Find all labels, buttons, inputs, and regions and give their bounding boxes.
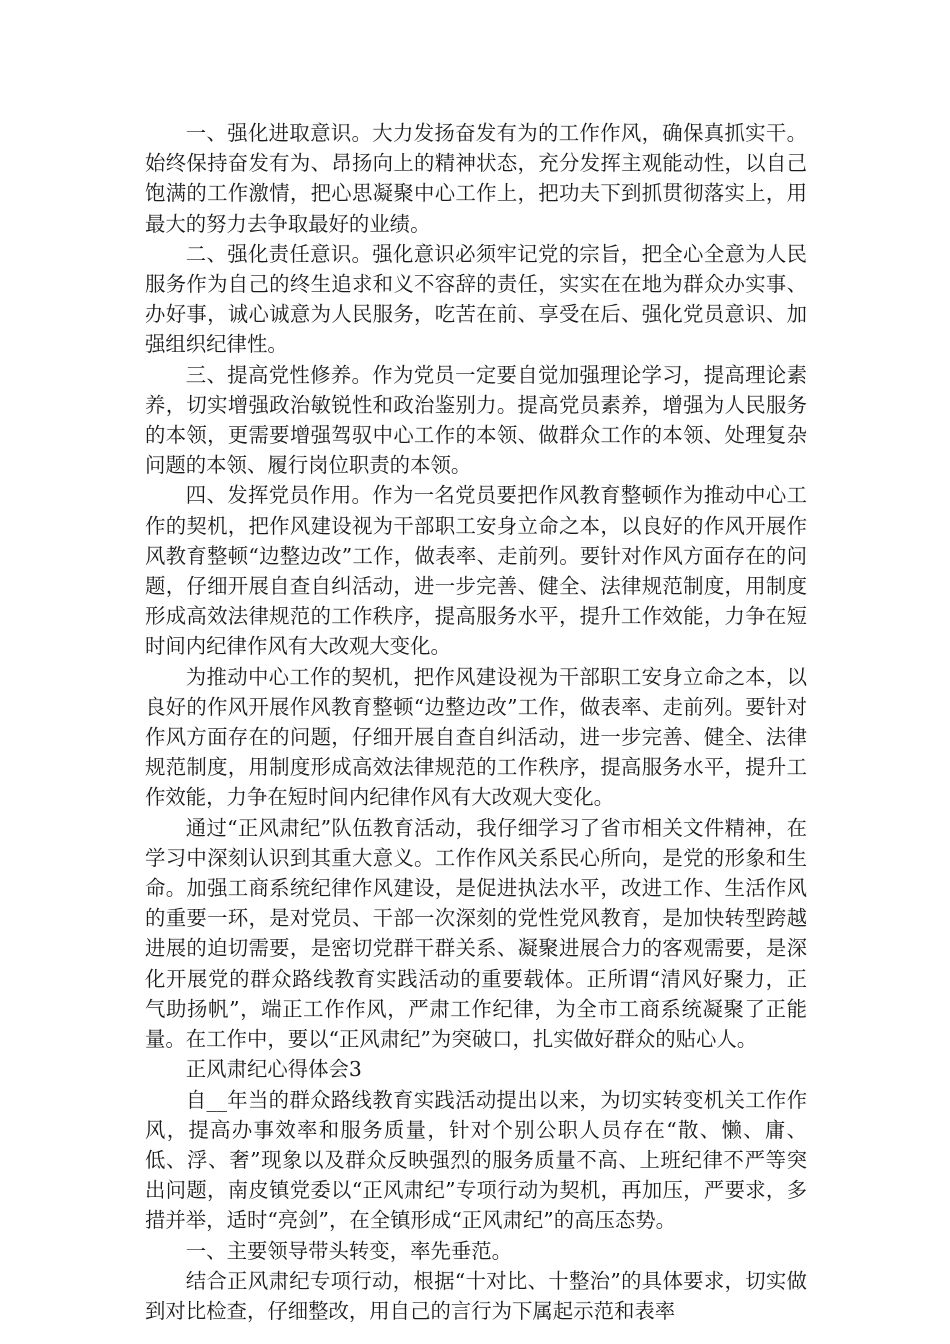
paragraph-strengthen-responsibility: 二、强化责任意识。强化意识必须牢记党的宗旨，把全心全意为人民服务作为自己的终生追求和义不容辞的责任，实实在在地为群众办实事、办好事，诚心诚意为人民服务，吃苦在前、享受在后、强化党员意识、加强组织纪律性。 [145,241,807,357]
document-body [145,118,807,1326]
paragraph-central-work: 为推动中心工作的契机，把作风建设视为干部职工安身立命之本，以良好的作风开展作风教育整顿“边整边改”工作，做表率、走前列。要针对作风方面存在的问题，仔细开展自查自纠活动，进一步完善、健全、法律规范制度，用制度形成高效法律规范的工作秩序，提高服务水平，提升工作效能，力争在短时间内纪律作风有大改观大变化。 [145,664,807,810]
paragraph-member-role: 四、发挥党员作用。作为一名党员要把作风教育整顿作为推动中心工作的契机，把作风建设视为干部职工安身立命之本，以良好的作风开展作风教育整顿“边整边改”工作，做表率、走前列。要针对作风方面存在的问题，仔细开展自查自纠活动，进一步完善、健全、法律规范制度，用制度形成高效法律规范的工作秩序，提高服务水平，提升工作效能，力争在短时间内纪律作风有大改观大变化。 [145,483,807,659]
section-heading: 正风肃纪心得体会3 [185,1057,362,1082]
paragraph-leaders-example: 一、主要领导带头转变，率先垂范。 [185,1238,513,1263]
paragraph-mass-line: 自__年当的群众路线教育实践活动提出以来，为切实转变机关工作作风，提高办事效率和服务质量，针对个别公职人员存在“散、懒、庸、低、浮、奢”现象以及群众反映强烈的服务质量不高、上班纪律不严等突出问题，南皮镇党委以“正风肃纪”专项行动为契机，再加压，严要求，多措并举，适时“亮剑”，在全镇形成“正风肃纪”的高压态势。 [145,1087,807,1233]
paragraph-strengthen-progress: 一、强化进取意识。大力发扬奋发有为的工作作风，确保真抓实干。始终保持奋发有为、昂扬向上的精神状态，充分发挥主观能动性，以自己饱满的工作激情，把心思凝聚中心工作上，把功夫下到抓贯彻落实上，用最大的努力去争取最好的业绩。 [145,121,807,236]
paragraph-education-activity: 通过“正风肃纪”队伍教育活动，我仔细学习了省市相关文件精神，在学习中深刻认识到其重大意义。工作作风关系民心所向，是党的形象和生命。加强工商系统纪律作风建设，是促进执法水平，改进工作、生活作风的重要一环，是对党员、干部一次深刻的党性党风教育，是加快转型跨越进展的迫切需要，是密切党群干群关系、凝聚进展合力的客观需要，是深化开展党的群众路线教育实践活动的重要载体。正所谓“清风好聚力，正气助扬帆”，端正工作作风，严肃工作纪律，为全市工商系统凝聚了正能量。在工作中，要以“正风肃纪”为突破口，扎实做好群众的贴心人。 [145,815,807,1052]
paragraph-party-cultivation: 三、提高党性修养。作为党员一定要自觉加强理论学习，提高理论素养，切实增强政治敏锐性和政治鉴别力。提高党员素养，增强为人民服务的本领，更需要增强驾驭中心工作的本领、做群众工作的本领、处理复杂问题的本领、履行岗位职责的本领。 [145,362,807,478]
paragraph-special-action: 结合正风肃纪专项行动，根据“十对比、十整治”的具体要求，切实做到对比检查，仔细整改，用自己的言行为下属起示范和表率 [145,1268,807,1323]
